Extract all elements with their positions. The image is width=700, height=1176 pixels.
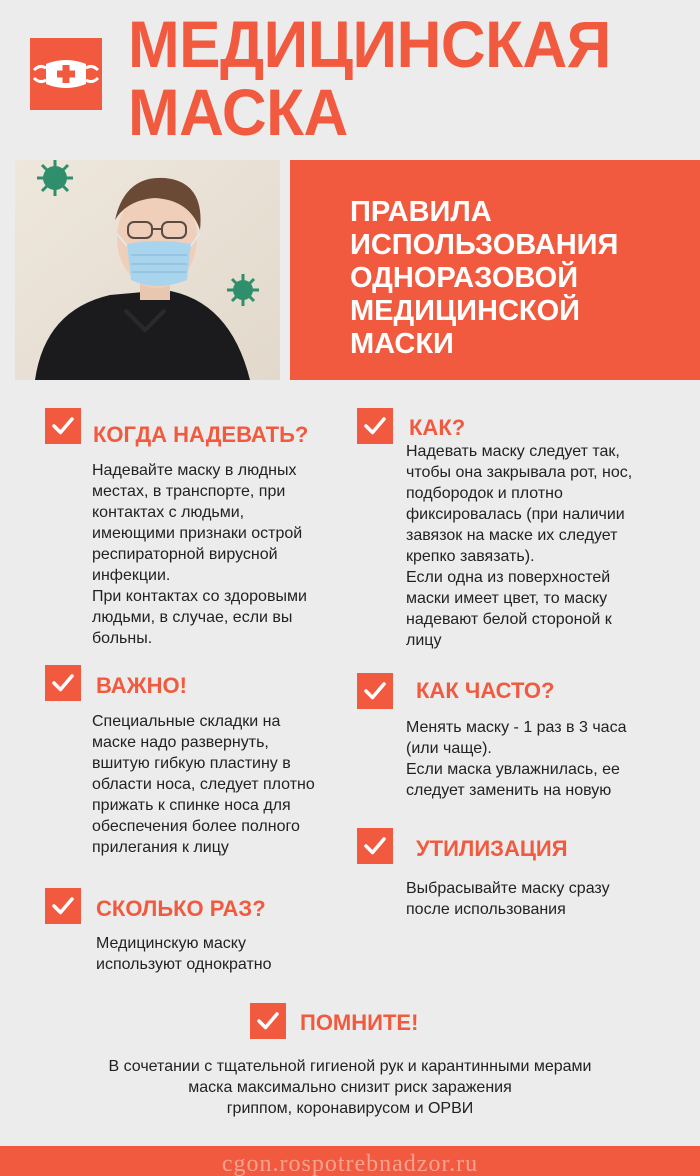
section-title-disposal: УТИЛИЗАЦИЯ [416, 836, 568, 861]
rules-banner [290, 160, 700, 380]
banner-line: ПРАВИЛА [350, 196, 492, 228]
title-line-1: МЕДИЦИНСКАЯ [128, 8, 611, 82]
banner-line: ИСПОЛЬЗОВАНИЯ [350, 229, 619, 261]
checkmark-icon [45, 665, 81, 701]
section-body-how-often: Менять маску - 1 раз в 3 часа (или чаще). Если маска увлажнилась, ее следует заменить на новую [406, 719, 627, 799]
logo-badge [30, 38, 102, 110]
checkmark-icon [250, 1003, 286, 1039]
footer-site-url: cgon.rospotrebnadzor.ru [221, 1151, 479, 1176]
medical-mask-icon [30, 38, 102, 110]
banner-title [350, 196, 690, 361]
person-in-mask-photo [15, 160, 280, 380]
page-title [128, 8, 688, 150]
banner-line: МАСКИ [350, 328, 454, 360]
checkmark-icon [357, 408, 393, 444]
section-title-when: КОГДА НАДЕВАТЬ? [93, 422, 309, 447]
title-line-2: МАСКА [128, 76, 348, 150]
section-title-how: КАК? [409, 415, 466, 440]
checkmark-icon [357, 673, 393, 709]
virus-icon [37, 160, 73, 196]
section-title-remember: ПОМНИТЕ! [300, 1010, 419, 1035]
section-body-disposal: Выбрасывайте маску сразу после использования [406, 880, 610, 918]
section-body-how: Надевать маску следует так, чтобы она закрывала рот, нос, подбородок и плотно фиксировалась (при наличии завязок на маске их следует крепко завязать). Если одна из поверхностей маски имеет цвет, то маску надевают белой стороной к лицу [406, 443, 633, 649]
checkmark-icon [45, 408, 81, 444]
section-title-important: ВАЖНО! [96, 673, 187, 698]
section-title-how-often: КАК ЧАСТО? [416, 678, 555, 703]
banner-line: ОДНОРАЗОВОЙ [350, 262, 579, 294]
section-title-how-many: СКОЛЬКО РАЗ? [96, 896, 266, 921]
checkmark-icon [357, 828, 393, 864]
section-body-remember: В сочетании с тщательной гигиеной рук и карантинными мерами маска максимально снизит риск заражения гриппом, коронавирусом и ОРВИ [108, 1058, 592, 1117]
checkmark-icon [45, 888, 81, 924]
section-body-important: Специальные складки на маске надо развернуть, вшитую гибкую пластину в области носа, следует плотно прижать к спинке носа для обеспечения более полного прилегания к лицу [92, 713, 315, 856]
banner-line: МЕДИЦИНСКОЙ [350, 295, 581, 327]
section-body-when: Надевайте маску в людных местах, в транспорте, при контактах с людьми, имеющими признаки острой респираторной вирусной инфекции. При контактах со здоровыми людьми, в случае, если вы больны. [92, 462, 307, 647]
section-body-how-many: Медицинскую маску используют однократно [96, 935, 272, 973]
footer-bar [0, 1146, 700, 1176]
